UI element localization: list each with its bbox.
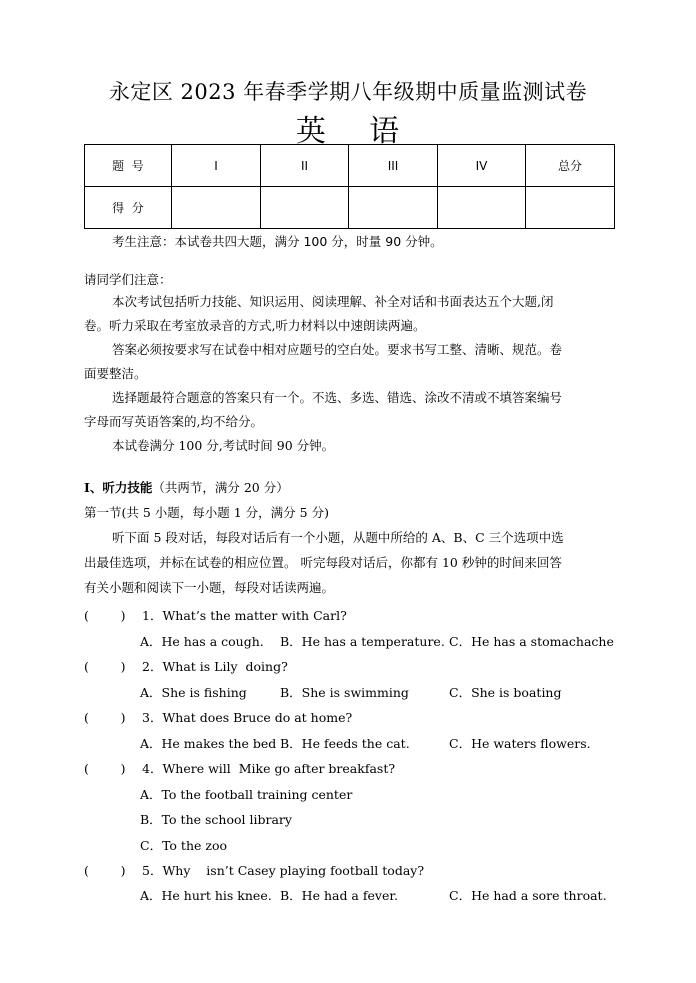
- question-4: [84, 759, 395, 777]
- instruction-line3: 有关小题和阅读下一小题，每段对话读两遍。: [84, 580, 335, 595]
- question-stem: 5．Why isn’t Casey playing football today?: [142, 863, 425, 878]
- option-c: C．He has a stomachache: [449, 634, 614, 649]
- score-cell-i[interactable]: [172, 187, 261, 229]
- section1-heading-bold: I、听力技能: [84, 480, 153, 495]
- notice-p1-line1: 本次考试包括听力技能、知识运用、阅读理解、补全对话和书面表达五个大题,闭: [112, 294, 554, 309]
- option-b: B．He feeds the cat.: [280, 736, 410, 751]
- answer-blank[interactable]: ( ): [84, 659, 126, 674]
- score-cell-iv[interactable]: [438, 187, 526, 229]
- option-a: A．He hurt his knee.: [140, 888, 272, 903]
- score-cell-iii[interactable]: [349, 187, 438, 229]
- score-table-header-row: [85, 145, 615, 187]
- notice-p4: 本试卷满分 100 分,考试时间 90 分钟。: [112, 438, 335, 453]
- option-c: C．To the zoo: [140, 838, 228, 853]
- header-cell-i: I: [172, 145, 261, 187]
- score-cell-ii[interactable]: [261, 187, 349, 229]
- question-3: [84, 708, 352, 726]
- section1-heading: [84, 478, 289, 498]
- option-a: A．He has a cough.: [140, 634, 264, 649]
- score-table: [84, 144, 615, 229]
- option-b: B．He has a temperature.: [280, 634, 445, 649]
- question-2: [84, 657, 288, 675]
- option-c: C．He waters flowers.: [449, 736, 591, 751]
- notice-p2-line2: 面要整洁。: [84, 366, 147, 381]
- notice-p2-line1: 答案必须按要求写在试卷中相对应题号的空白处。要求书写工整、清晰、规范。卷: [112, 342, 563, 357]
- option-a: A．She is fishing: [140, 685, 247, 700]
- option-c: C．She is boating: [449, 685, 562, 700]
- header-cell-iv: IV: [438, 145, 526, 187]
- option-b: B．To the school library: [140, 812, 292, 827]
- answer-blank[interactable]: ( ): [84, 863, 126, 878]
- notice-p3-line1: 选择题最符合题意的答案只有一个。不选、多选、错选、涂改不清或不填答案编号: [112, 390, 563, 405]
- instruction-line1: 听下面 5 段对话，每段对话后有一个小题，从题中所给的 A、B、C 三个选项中选: [112, 530, 564, 545]
- header-cell-ii: II: [261, 145, 349, 187]
- instruction-line2: 出最佳选项，并标在试卷的相应位置。 听完每段对话后，你都有 10 秒钟的时间来回答: [84, 555, 562, 570]
- exam-title: 永定区 2023 年春季学期八年级期中质量监测试卷: [108, 80, 588, 104]
- score-table-score-row: [85, 187, 615, 229]
- score-cell-total[interactable]: [526, 187, 615, 229]
- answer-blank[interactable]: ( ): [84, 761, 126, 776]
- notice-p1-line2: 卷。听力采取在考室放录音的方式,听力材料以中速朗读两遍。: [84, 318, 426, 333]
- header-cell-question: 题 号: [85, 145, 172, 187]
- section1-heading-rest: （共两节，满分 20 分）: [152, 480, 289, 495]
- exam-note: 考生注意：本试卷共四大题，满分 100 分，时量 90 分钟。: [112, 234, 443, 249]
- answer-blank[interactable]: ( ): [84, 608, 126, 623]
- question-stem: 1．What’s the matter with Carl?: [142, 608, 347, 623]
- option-b: B．She is swimming: [280, 685, 409, 700]
- question-stem: 4．Where will Mike go after breakfast?: [142, 761, 396, 776]
- option-a: A．He makes the bed: [140, 736, 277, 751]
- score-row-label: 得 分: [85, 187, 172, 229]
- question-stem: 2．What is Lily doing?: [142, 659, 288, 674]
- notice-heading: 请同学们注意：: [84, 272, 172, 287]
- header-cell-iii: III: [349, 145, 438, 187]
- header-cell-total: 总分: [526, 145, 615, 187]
- option-c: C．He had a sore throat.: [449, 888, 607, 903]
- question-1: [84, 606, 347, 624]
- notice-p3-line2: 字母而写英语答案的,均不给分。: [84, 414, 263, 429]
- option-a: A．To the football training center: [140, 787, 353, 802]
- answer-blank[interactable]: ( ): [84, 710, 126, 725]
- subject-title: 英 语: [295, 114, 401, 149]
- option-b: B．He had a fever.: [280, 888, 398, 903]
- question-5: [84, 861, 424, 879]
- question-stem: 3．What does Bruce do at home?: [142, 710, 353, 725]
- part1-heading: 第一节(共 5 小题，每小题 1 分，满分 5 分): [84, 505, 329, 520]
